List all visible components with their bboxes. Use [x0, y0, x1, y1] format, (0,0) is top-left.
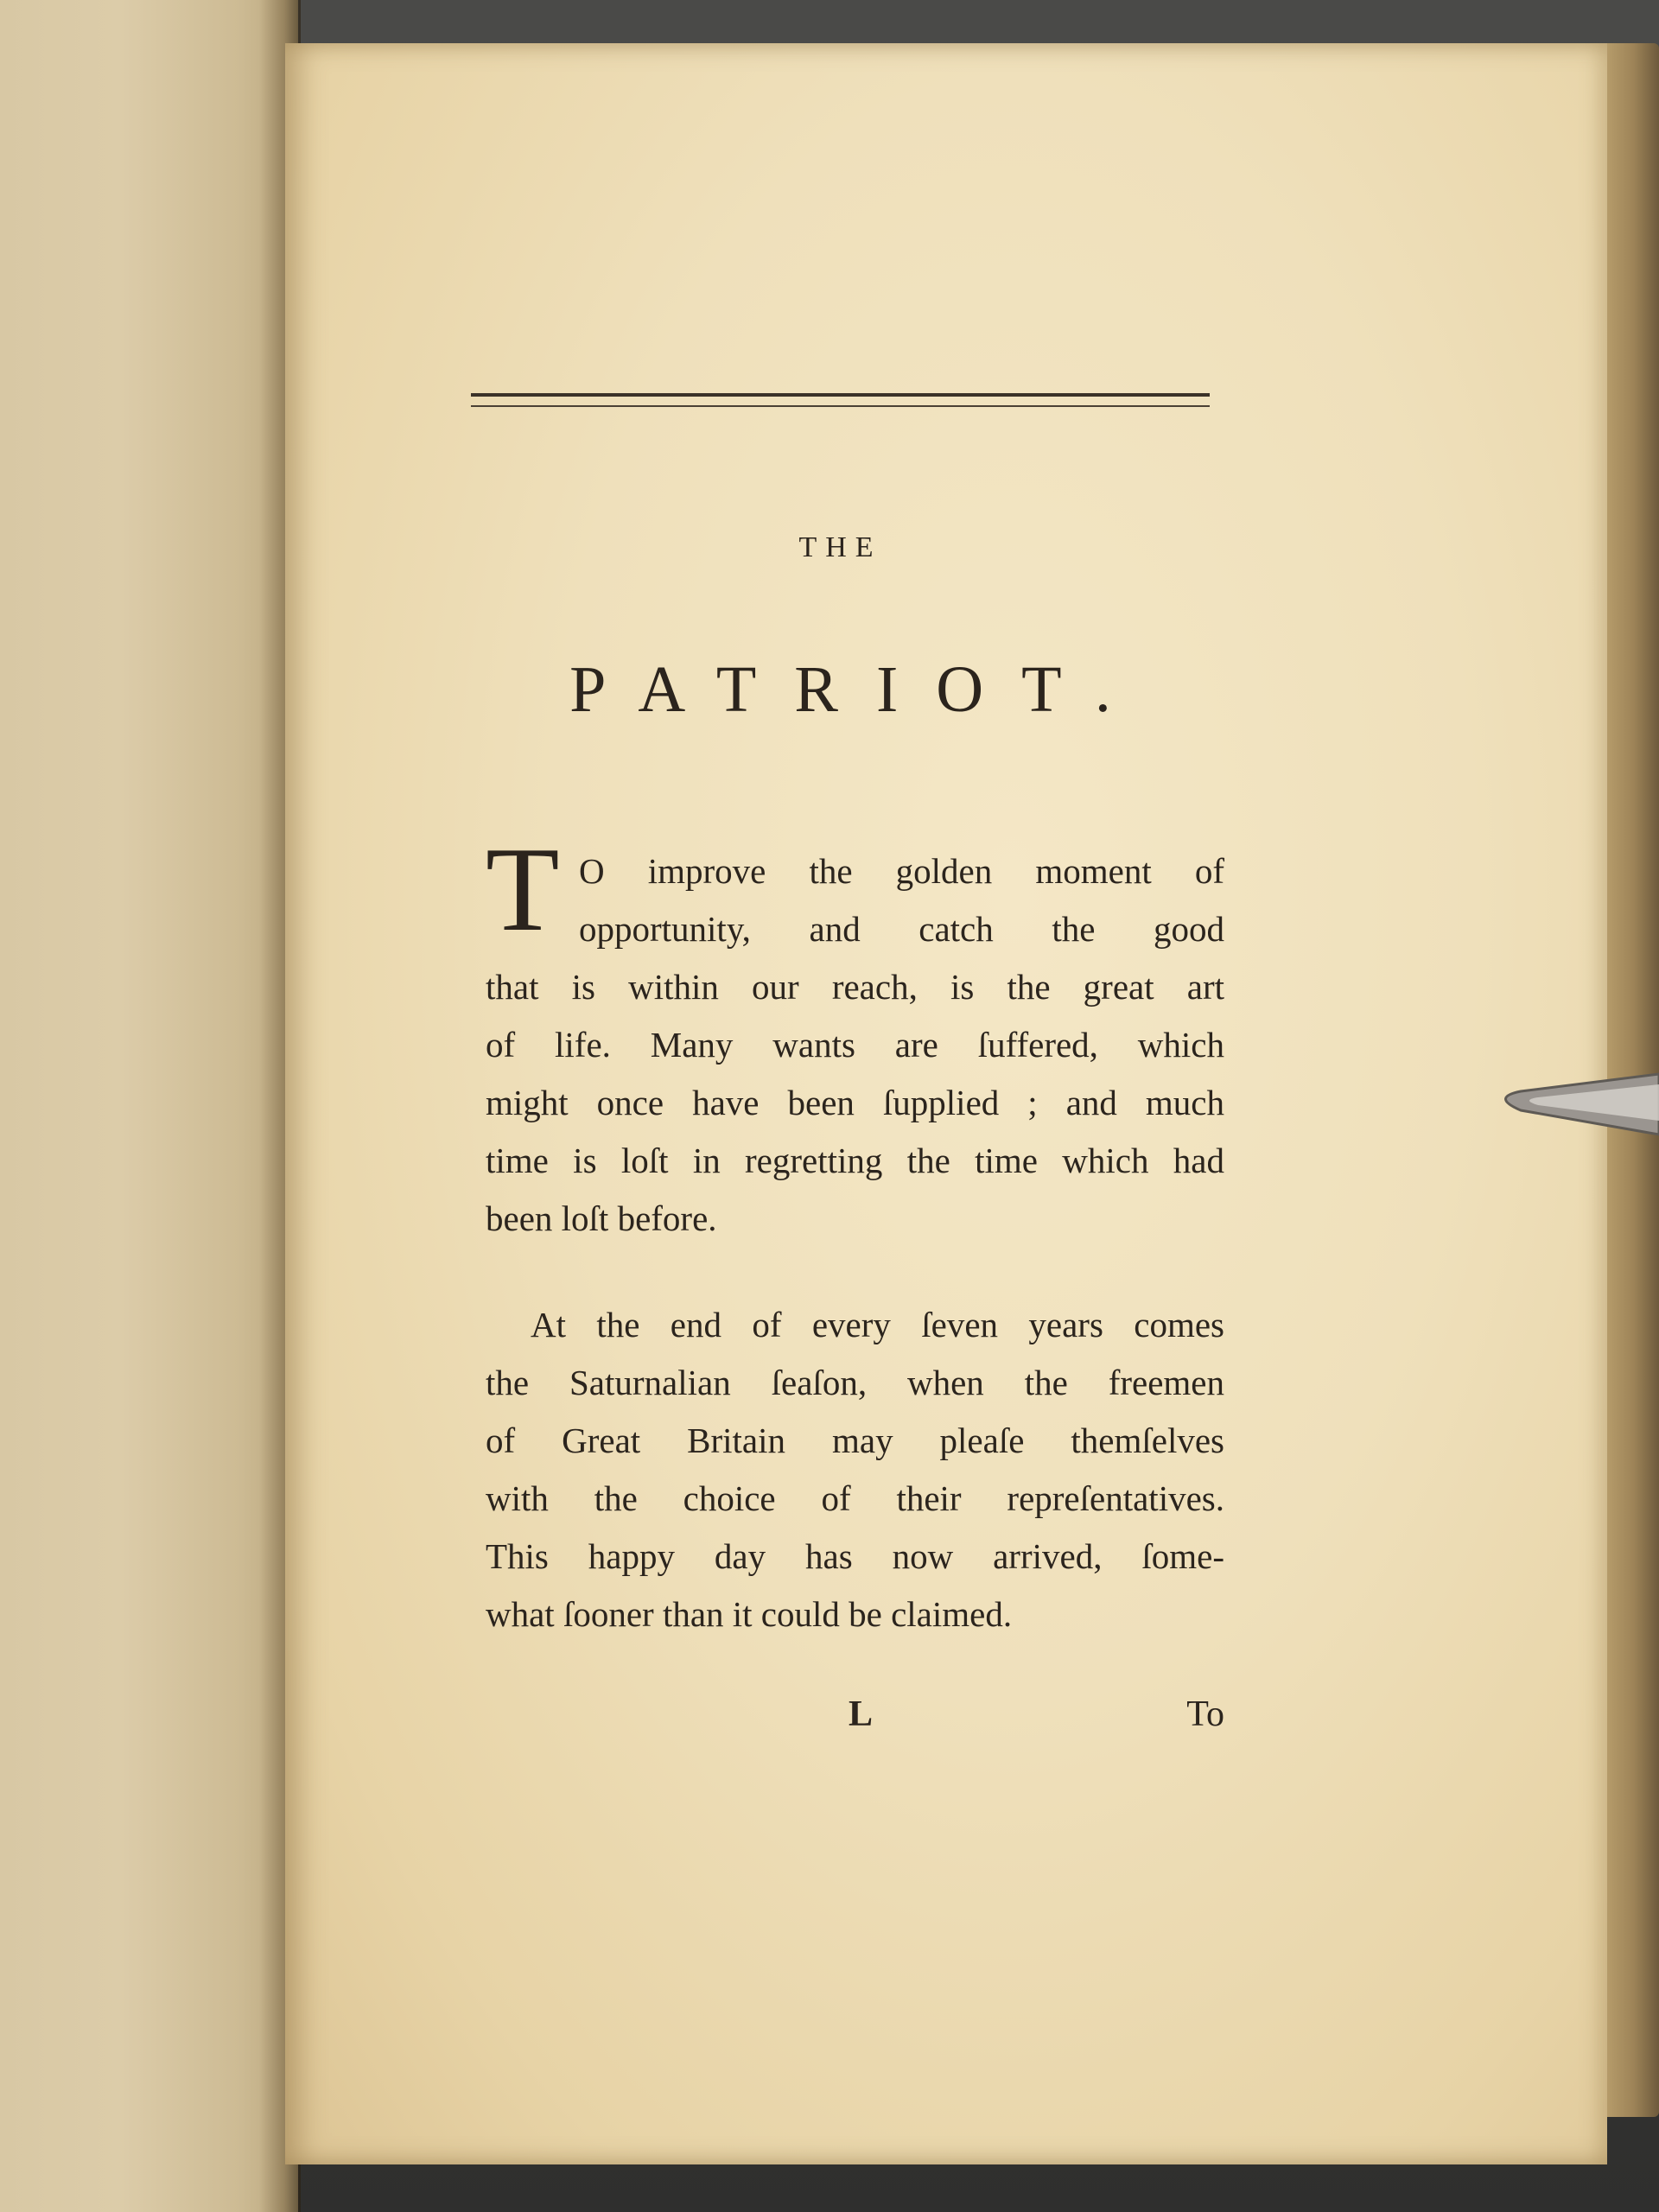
paragraph-line: of life. Many wants are ſuffered, which: [486, 1025, 1224, 1065]
drop-cap: T: [486, 823, 560, 957]
page-footer: [486, 1694, 1224, 1745]
paragraph-line: that is within our reach, is the great art: [486, 967, 1224, 1007]
paragraph-line: might once have been ſupplied ; and much: [486, 1083, 1224, 1122]
paragraph-line: opportunity, and catch the good: [579, 909, 1224, 949]
paragraph-line: time is loſt in regretting the time which had: [486, 1141, 1224, 1180]
signature-mark: L: [849, 1694, 874, 1734]
header-rule: [471, 393, 1210, 414]
header-rule-thick: [471, 393, 1210, 397]
paragraph-line: with the choice of their repreſentatives.: [486, 1478, 1224, 1518]
paragraph-1: [486, 842, 1224, 1248]
header-rule-thin: [471, 405, 1210, 407]
catchword: To: [1186, 1694, 1224, 1734]
bookmark-clip-icon: [1486, 1058, 1659, 1136]
paragraph-line: the Saturnalian ſeaſon, when the freemen: [486, 1363, 1224, 1402]
left-page: [0, 0, 298, 2212]
paragraph-line: been loſt before.: [486, 1198, 717, 1238]
paragraph-2: [486, 1296, 1224, 1643]
paragraph-line: of Great Britain may pleaſe themſelves: [486, 1421, 1224, 1460]
paragraph-line: what ſooner than it could be claimed.: [486, 1594, 1013, 1634]
paragraph-line: O improve the golden moment of: [579, 851, 1224, 891]
paragraph-line: At the end of every ſeven years comes: [531, 1305, 1224, 1344]
paragraph-line: This happy day has now arrived, ſome-: [486, 1536, 1224, 1576]
page-title: PATRIOT.: [569, 653, 1149, 726]
pre-title: THE: [798, 531, 882, 563]
